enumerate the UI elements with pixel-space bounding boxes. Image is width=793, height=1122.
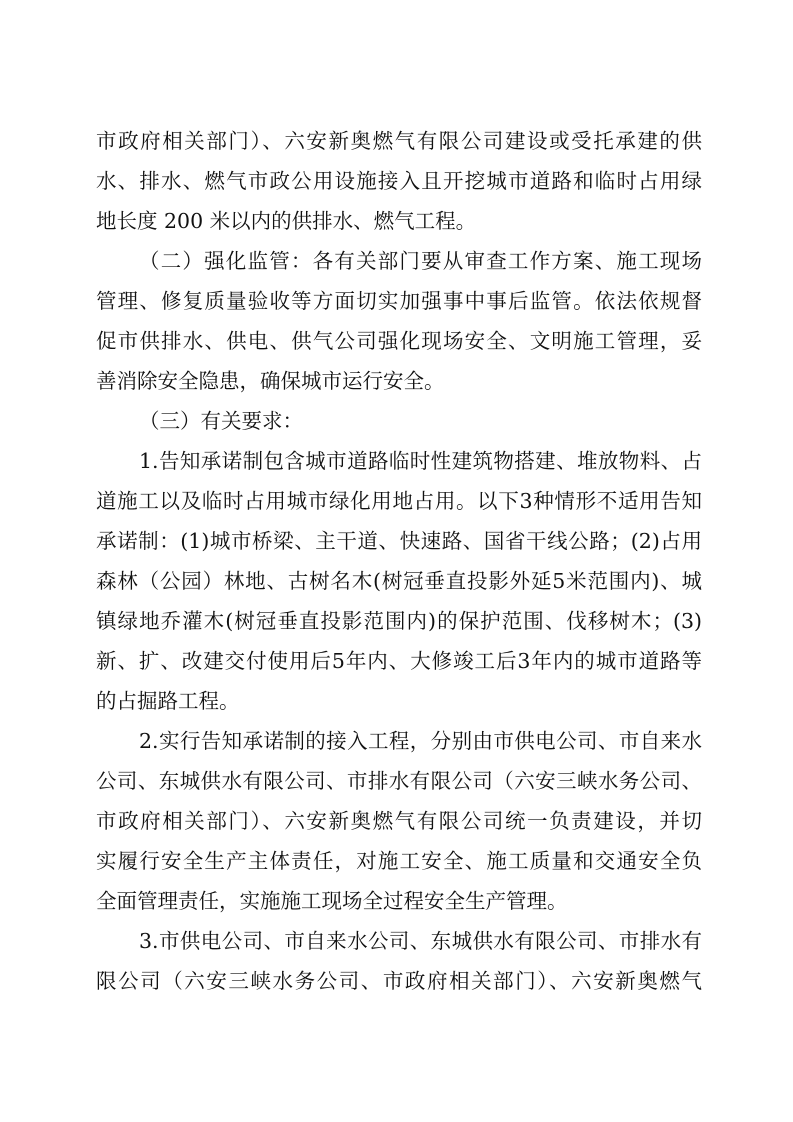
text-line: 实履行安全生产主体责任，对施工安全、施工质量和交通安全负 [96, 849, 702, 873]
numbered-item-2: 2.实行告知承诺制的接入工程，分别由市供电公司、市自来水 [139, 729, 702, 753]
text-line: 地长度 200 米以内的供排水、燃气工程。 [96, 209, 477, 233]
text-line: 道施工以及临时占用城市绿化用地占用。以下3种情形不适用告知 [96, 489, 702, 513]
text-line: 镇绿地乔灌木(树冠垂直投影范围内)的保护范围、伐移树木；(3) [96, 609, 702, 633]
text-line: 公司、东城供水有限公司、市排水有限公司（六安三峡水务公司、 [96, 769, 702, 793]
numbered-item-1: 1.告知承诺制包含城市道路临时性建筑物搭建、堆放物料、占 [139, 449, 702, 473]
text-line: 全面管理责任，实施施工现场全过程安全生产管理。 [96, 889, 568, 913]
section-heading-requirements: （三）有关要求： [139, 409, 303, 433]
text-line: 水、排水、燃气市政公用设施接入且开挖城市道路和临时占用绿 [96, 169, 702, 193]
text-line: 限公司（六安三峡水务公司、市政府相关部门）、六安新奥燃气 [96, 969, 702, 993]
text-line: 管理、修复质量验收等方面切实加强事中事后监管。依法依规督 [96, 289, 702, 313]
text-line: 市政府相关部门）、六安新奥燃气有限公司建设或受托承建的供 [96, 129, 702, 153]
text-line: 森林（公园）林地、古树名木(树冠垂直投影外延5米范围内)、城 [96, 569, 702, 593]
text-line: 市政府相关部门）、六安新奥燃气有限公司统一负责建设，并切 [96, 809, 702, 833]
numbered-item-3: 3.市供电公司、市自来水公司、东城供水有限公司、市排水有 [139, 929, 702, 953]
text-line: 新、扩、改建交付使用后5年内、大修竣工后3年内的城市道路等 [96, 649, 702, 673]
text-line: 促市供排水、供电、供气公司强化现场安全、文明施工管理，妥 [96, 329, 702, 353]
section-heading-strengthen-supervision: （二）强化监管：各有关部门要从审查工作方案、施工现场 [139, 249, 702, 273]
text-line: 的占掘路工程。 [96, 689, 240, 713]
text-line: 善消除安全隐患，确保城市运行安全。 [96, 369, 445, 393]
text-line: 承诺制：(1)城市桥梁、主干道、快速路、国省干线公路；(2)占用 [96, 529, 702, 553]
